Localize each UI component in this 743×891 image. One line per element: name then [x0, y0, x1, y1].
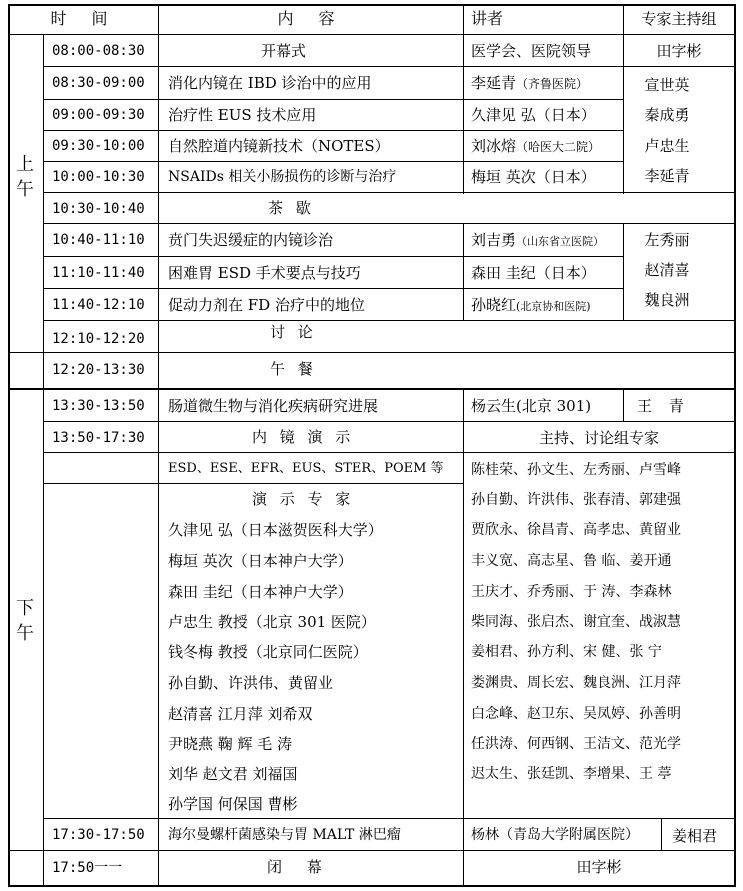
panel-line: 柴同海、张启杰、谢宜奎、战淑慧 — [471, 614, 681, 630]
row-line — [43, 320, 735, 321]
row-time: 11:10-11:40 — [52, 265, 145, 281]
demo-expert: 梅垣 英次（日本神户大学） — [168, 552, 353, 570]
row-speaker: 医学会、医院领导 — [471, 42, 592, 60]
row-line — [43, 99, 623, 100]
header-speaker: 讲者 — [471, 9, 504, 28]
demo-expert: 卢忠生 教授（北京 301 医院） — [168, 613, 376, 631]
row-content: 治疗性 EUS 技术应用 — [168, 106, 317, 124]
row-line — [43, 161, 623, 162]
row-line — [43, 818, 735, 819]
chair-name: 李延青 — [644, 167, 690, 185]
row-line — [43, 452, 735, 453]
speaker-org: (北京协和医院) — [516, 300, 591, 313]
row-line — [8, 352, 735, 353]
row-line — [43, 130, 623, 131]
panel-line: 白念峰、赵卫东、吴凤婷、孙善明 — [471, 706, 681, 722]
demo-expert: 孙学国 何保国 曹彬 — [168, 795, 298, 813]
row-time: 10:00-10:30 — [52, 169, 145, 185]
row-time: 09:30-10:00 — [52, 138, 145, 154]
demo-experts-title: 演 示 专 家 — [252, 490, 355, 508]
row-chair: 王 青 — [637, 397, 690, 415]
demo-expert: 孙自勤、许洪伟、黄留业 — [168, 674, 334, 692]
row-speaker: 森田 圭纪（日本） — [471, 264, 596, 282]
demo-expert: 森田 圭纪（日本神户大学） — [168, 583, 353, 601]
row-chair: 田字彬 — [656, 42, 702, 60]
table-bottom-border — [8, 885, 735, 887]
demo-expert: 尹晓燕 鞠 辉 毛 涛 — [168, 735, 293, 753]
demo-techniques: ESD、ESE、EFR、EUS、STER、POEM 等 — [168, 461, 444, 476]
panel-line: 王庆才、乔秀丽、于 涛、李森林 — [471, 584, 672, 600]
row-line — [43, 192, 735, 193]
chair-name: 宣世英 — [644, 76, 690, 94]
speaker-name: 刘吉勇 — [471, 231, 517, 249]
header-content: 内 容 — [277, 9, 345, 28]
time-column-border — [158, 4, 159, 887]
row-line — [43, 483, 463, 484]
chair-name: 魏良洲 — [644, 291, 690, 309]
row-speaker — [471, 231, 604, 251]
row-speaker: 梅垣 英次（日本） — [471, 168, 596, 186]
speaker-name: 孙晓红 — [471, 296, 517, 314]
row-speaker: 久津见 弘（日本） — [471, 106, 596, 124]
row-time: 12:10-12:20 — [52, 331, 145, 347]
header-bottom-border — [8, 34, 735, 35]
row-content: 内 镜 演 示 — [252, 428, 355, 446]
row-line — [43, 223, 735, 224]
row-speaker — [471, 137, 600, 156]
header-chair: 专家主持组 — [641, 10, 717, 28]
panel-line: 姜相君、孙方利、宋 健、张 宁 — [471, 644, 662, 660]
speaker-org: （哈医大二院） — [516, 140, 601, 154]
header-time: 时 间 — [50, 9, 118, 28]
row-line — [43, 421, 735, 422]
row-content: 消化内镜在 IBD 诊治中的应用 — [168, 74, 372, 92]
content-column-border — [463, 388, 464, 885]
row-content: 午 餐 — [270, 360, 317, 378]
chair-name: 秦成勇 — [644, 106, 690, 124]
row-speaker — [471, 296, 591, 316]
row-time: 17:50一一 — [52, 860, 123, 876]
demo-expert: 钱冬梅 教授（北京同仁医院） — [168, 643, 368, 661]
speaker-name: 刘冰熔 — [471, 137, 517, 155]
table-left-border — [8, 4, 10, 887]
row-content: 贲门失迟缓症的内镜诊治 — [168, 231, 334, 249]
row-speaker: 主持、讨论组专家 — [538, 429, 659, 447]
row-speaker: 杨云生(北京 301) — [471, 397, 592, 415]
row-speaker: 杨林（青岛大学附属医院） — [471, 827, 639, 843]
row-content: 自然腔道内镜新技术（NOTES） — [168, 137, 390, 155]
row-time: 17:30-17:50 — [52, 827, 145, 843]
speaker-column-border — [623, 388, 624, 422]
row-time: 12:20-13:30 — [52, 362, 145, 378]
panel-line: 丰义宽、高志星、鲁 临、姜开通 — [471, 553, 672, 569]
speaker-column-border — [661, 818, 662, 851]
row-content: 茶 歇 — [268, 199, 315, 217]
panel-line: 贾欣永、徐昌青、高孝忠、黄留业 — [471, 522, 681, 538]
row-line — [43, 256, 623, 257]
table-top-border — [8, 4, 735, 6]
row-content: 闭 幕 — [267, 858, 332, 876]
speaker-column-border — [623, 4, 624, 194]
row-line — [43, 288, 623, 289]
row-time: 10:30-10:40 — [52, 201, 145, 217]
period-column-border — [43, 34, 44, 887]
row-content: 困难胃 ESD 手术要点与技巧 — [168, 264, 361, 282]
period-am: 上午 — [16, 154, 34, 200]
speaker-org: （齐鲁医院） — [516, 77, 589, 91]
speaker-org: （山东省立医院） — [516, 235, 605, 248]
chair-name: 左秀丽 — [644, 231, 690, 249]
demo-expert: 赵清喜 江月萍 刘希双 — [168, 705, 313, 723]
row-time: 09:00-09:30 — [52, 107, 145, 123]
row-content: 促动力剂在 FD 治疗中的地位 — [168, 296, 365, 314]
content-column-border — [463, 223, 464, 321]
row-content: 讨 论 — [270, 323, 317, 341]
row-time: 10:40-11:10 — [52, 232, 145, 248]
row-content: 海尔曼螺杆菌感染与胃 MALT 淋巴瘤 — [168, 827, 401, 843]
table-right-border — [734, 4, 736, 887]
row-speaker: 田字彬 — [576, 858, 622, 876]
period-divider — [8, 388, 735, 390]
row-speaker — [471, 74, 588, 93]
row-content: 开幕式 — [261, 42, 307, 60]
row-time: 13:50-17:30 — [52, 430, 145, 446]
panel-line: 孙自勤、许洪伟、张春清、郭建强 — [471, 492, 681, 508]
chair-name: 赵清喜 — [644, 261, 690, 279]
chair-name: 卢忠生 — [644, 137, 690, 155]
content-column-border — [463, 4, 464, 194]
panel-line: 娄渊贵、周长宏、魏良洲、江月萍 — [471, 675, 681, 691]
panel-line: 迟太生、张廷凯、李增果、王 葶 — [471, 766, 672, 782]
row-content: 肠道微生物与消化疾病研究进展 — [168, 397, 379, 415]
speaker-name: 李延青 — [471, 74, 517, 92]
panel-line: 陈桂荣、孙文生、左秀丽、卢雪峰 — [471, 462, 681, 478]
row-chair: 姜相君 — [672, 827, 718, 845]
row-time: 08:30-09:00 — [52, 75, 145, 91]
row-time: 08:00-08:30 — [52, 43, 145, 59]
row-line — [43, 66, 735, 67]
row-time: 13:30-13:50 — [52, 398, 145, 414]
demo-expert: 刘华 赵文君 刘福国 — [168, 765, 298, 783]
demo-expert: 久津见 弘（日本滋贺医科大学） — [168, 521, 383, 539]
panel-line: 任洪涛、何西钢、王洁文、范光学 — [471, 736, 681, 752]
row-line — [8, 850, 735, 851]
period-pm: 下午 — [16, 598, 34, 644]
row-content: NSAIDs 相关小肠损伤的诊断与治疗 — [168, 169, 397, 185]
row-time: 11:40-12:10 — [52, 297, 145, 313]
